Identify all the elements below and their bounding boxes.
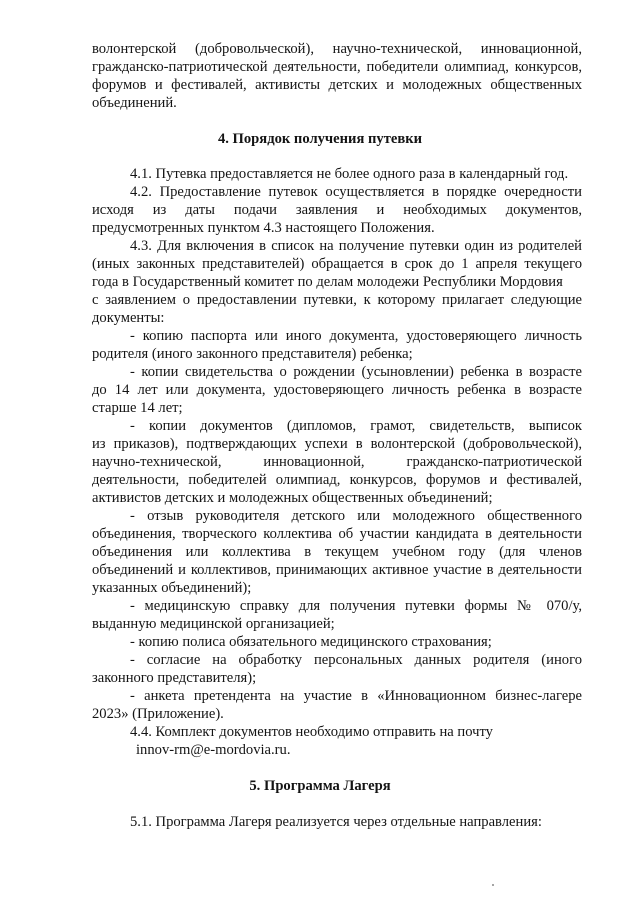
text-line: 2023» (Приложение). [92,706,224,722]
text-line: выданную медицинской организацией; [92,616,335,632]
text-line: научно-технической, инновационной, гражданско-патриотической [92,454,582,470]
text-line: - анкета претендента на участие в «Инновационном бизнес-лагере [130,688,582,704]
section-heading: 5. Программа Лагеря [249,778,391,794]
text-line: (иных законных представителей) обращается в срок до 1 апреля текущего [92,256,582,272]
text-line: 4.1. Путевка предоставляется не более одного раза в календарный год. [130,166,569,182]
text-line: объединения, творческого коллектива об участии кандидата в деятельности [92,526,582,542]
text-line: старше 14 лет; [92,400,183,416]
text-line: из приказов), подтверждающих успехи в волонтерской (добровольческой), [92,436,582,452]
text-line: года в Государственный комитет по делам молодежи Республики Мордовия [92,274,563,290]
text-line: 5.1. Программа Лагеря реализуется через отдельные направления: [130,814,542,830]
text-line: исходя из даты подачи заявления и необходимых документов, [92,202,582,218]
text-line: 4.2. Предоставление путевок осуществляется в порядке очередности [130,184,582,200]
text-line: 4.4. Комплект документов необходимо отправить на почту [130,724,493,740]
text-line: законного представителя); [92,670,257,686]
text-line: форумов и фестивалей, активисты детских и молодежных общественных [92,77,582,93]
text-line: - копии свидетельства о рождении (усыновлении) ребенка в возрасте [130,364,582,380]
text-line: с заявлением о предоставлении путевки, к которому прилагает следующие [92,292,582,308]
text-line: документы: [92,310,165,326]
text-line: объединений и коллективов, принимающих активное участие в деятельности [92,562,582,578]
text-line: деятельности, победителей олимпиад, конкурсов, форумов и фестивалей, [92,472,582,488]
text-line: волонтерской (добровольческой), научно-технической, инновационной, [92,41,582,57]
text-line: до 14 лет или документа, удостоверяющего личность ребенка в возрасте [92,382,582,398]
email-link[interactable]: innov-rm@e-mordovia.ru. [136,742,291,758]
text-line: родителя (иного законного представителя) ребенка; [92,346,413,362]
text-line: - копию паспорта или иного документа, удостоверяющего личность [130,328,582,344]
text-line: - копии документов (дипломов, грамот, свидетельств, выписок [130,418,582,434]
text-line: активистов детских и молодежных общественных объединений; [92,490,493,506]
text-line: - копию полиса обязательного медицинского страхования; [130,634,492,650]
text-line: объединения или коллектива в текущем учебном году (для членов [92,544,582,560]
text-line: 4.3. Для включения в список на получение путевки один из родителей [130,238,582,254]
text-line: - отзыв руководителя детского или молодежного общественного [130,508,582,524]
text-line: гражданско-патриотической деятельности, победители олимпиад, конкурсов, [92,59,582,75]
text-line: предусмотренных пунктом 4.3 настоящего Положения. [92,220,435,236]
text-line: указанных объединений); [92,580,252,596]
text-line: объединений. [92,95,177,111]
section-heading: 4. Порядок получения путевки [217,131,423,147]
text-line: - медицинскую справку для получения путевки формы № 070/у, [130,598,582,614]
scan-speck [492,884,494,886]
text-line: - согласие на обработку персональных данных родителя (иного [130,652,582,668]
